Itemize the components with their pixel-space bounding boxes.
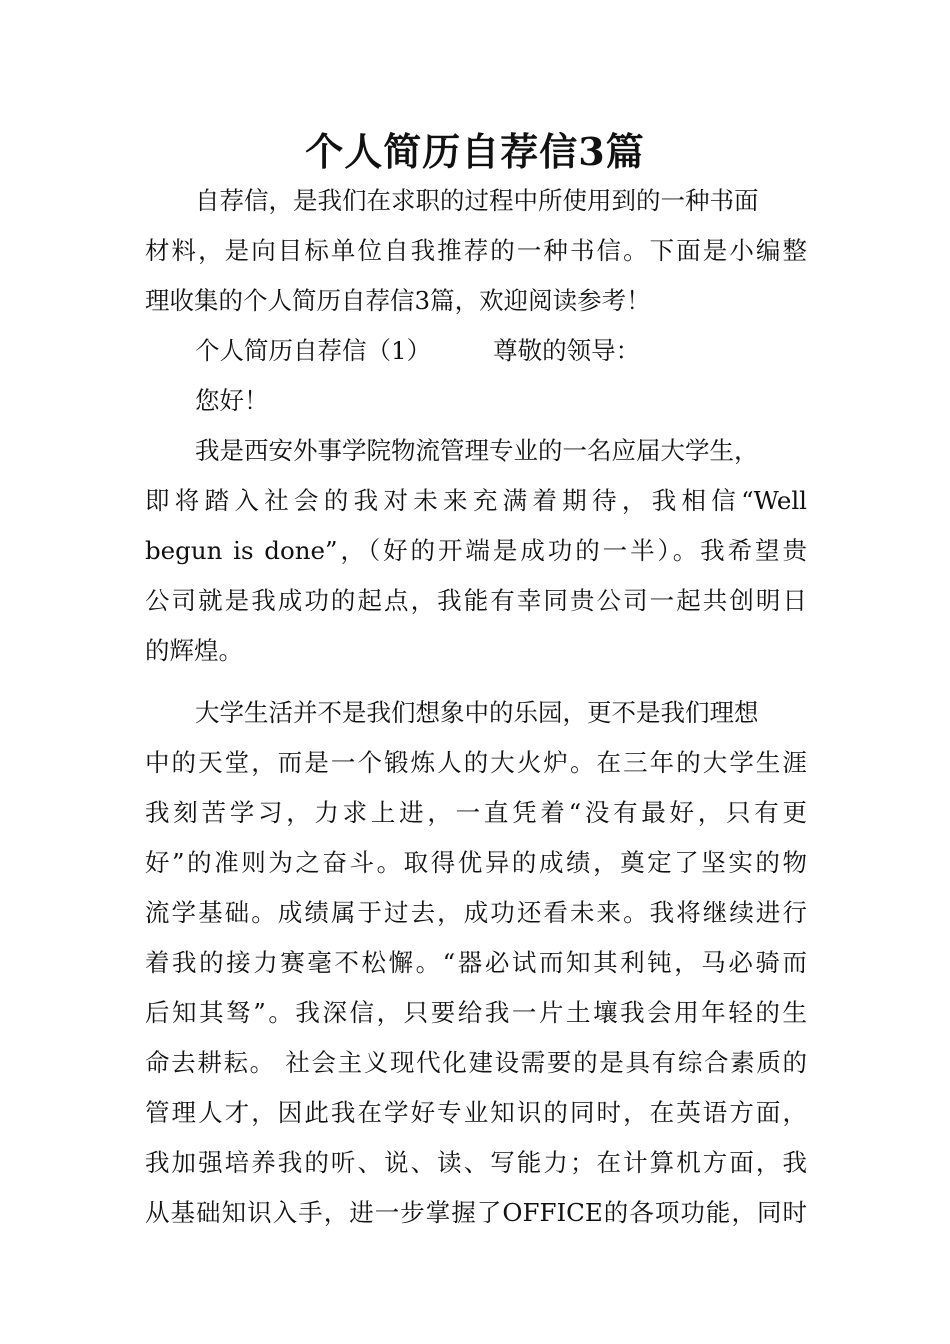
paragraph-line: 中的天堂，而是一个锻炼人的大火炉。在三年的大学生涯 (145, 748, 807, 777)
salutation: 尊敬的领导： (493, 336, 641, 365)
letter-heading: 个人简历自荐信（1） (195, 336, 432, 365)
paragraph-line: 好”的准则为之奋斗。取得优异的成绩，奠定了坚实的物 (145, 848, 807, 877)
paragraph-line: 后知其驽”。我深信，只要给我一片土壤我会用年轻的生 (145, 998, 807, 1027)
paragraph-line: 我是西安外事学院物流管理专业的一名应届大学生， (195, 436, 759, 465)
document-title: 个人简历自荐信3篇 (305, 129, 645, 174)
paragraph-line: 即将踏入社会的我对未来充满着期待，我相信“Well (145, 486, 807, 515)
paragraph-line: 大学生活并不是我们想象中的乐园，更不是我们理想 (195, 698, 759, 727)
intro-line: 理收集的个人简历自荐信3篇，欢迎阅读参考！ (145, 286, 651, 315)
paragraph-line: 流学基础。成绩属于过去，成功还看未来。我将继续进行 (145, 898, 807, 927)
greeting: 您好！ (195, 386, 269, 415)
paragraph-line: begun is done”，（好的开端是成功的一半）。我希望贵 (145, 536, 807, 565)
paragraph-line: 管理人才，因此我在学好专业知识的同时，在英语方面， (145, 1098, 807, 1127)
intro-line: 自荐信，是我们在求职的过程中所使用到的一种书面 (195, 186, 759, 215)
paragraph-line: 我加强培养我的听、说、读、写能力；在计算机方面，我 (145, 1148, 807, 1177)
paragraph-line: 的辉煌。 (145, 636, 243, 665)
paragraph-line: 公司就是我成功的起点，我能有幸同贵公司一起共创明日 (145, 586, 807, 615)
paragraph-line: 从基础知识入手，进一步掌握了OFFICE的各项功能，同时 (145, 1198, 807, 1227)
letter-heading-line (145, 326, 807, 376)
document-body (145, 176, 807, 1238)
paragraph-line: 着我的接力赛毫不松懈。“器必试而知其利钝，马必骑而 (145, 948, 807, 977)
paragraph-line: 我刻苦学习，力求上进，一直凭着“没有最好，只有更 (145, 798, 807, 827)
paragraph-line: 命去耕耘。 社会主义现代化建设需要的是具有综合素质的 (145, 1048, 807, 1077)
intro-line: 材料，是向目标单位自我推荐的一种书信。下面是小编整 (145, 236, 807, 265)
